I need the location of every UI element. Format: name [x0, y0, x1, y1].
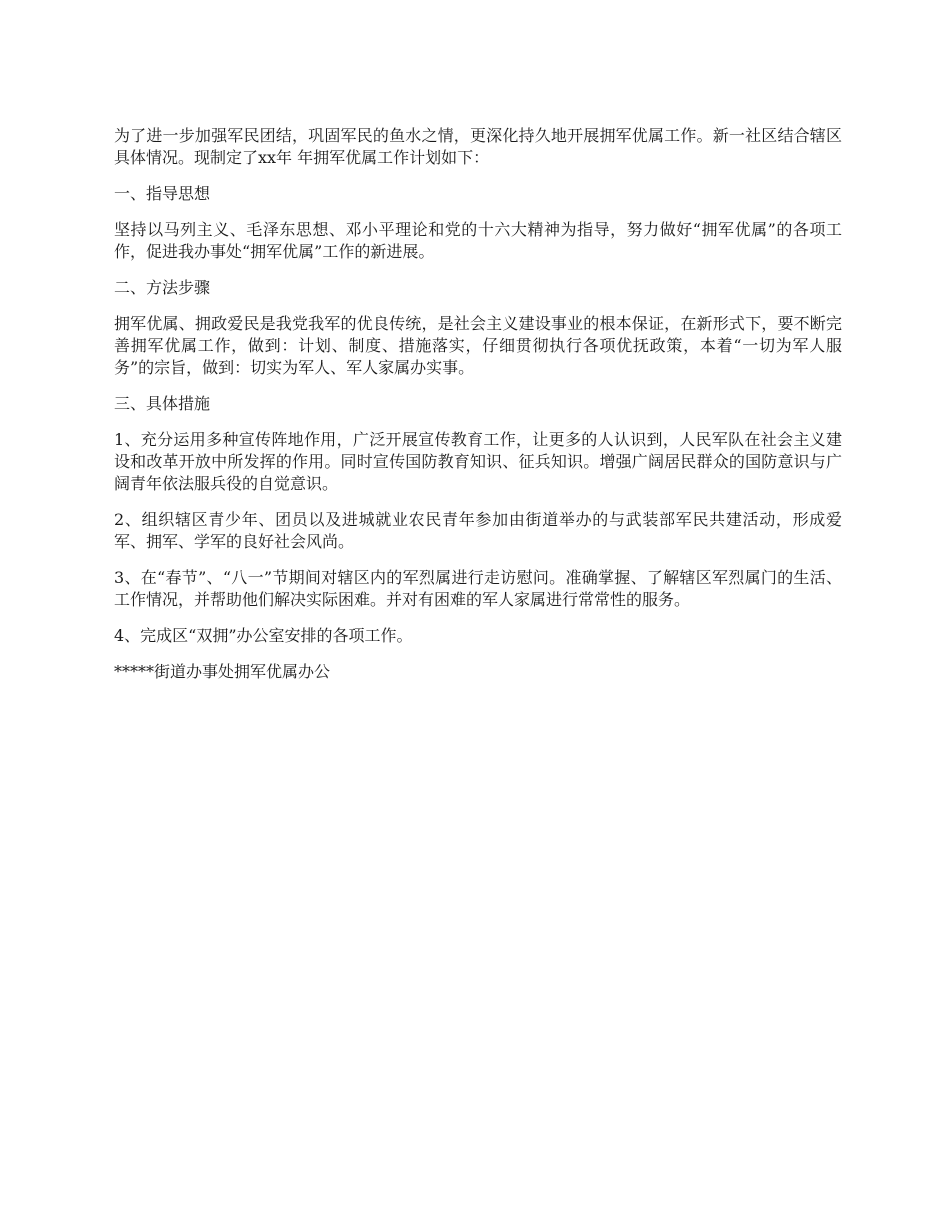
- measure-item-3: 3、在“春节”、“八一”节期间对辖区内的军烈属进行走访慰问。准确掌握、了解辖区军烈属门的生活、工作情况，并帮助他们解决实际困难。并对有困难的军人家属进行常常性的服务。: [114, 568, 842, 609]
- methods-steps-paragraph: 拥军优属、拥政爱民是我党我军的优良传统，是社会主义建设事业的根本保证，在新形式下，要不断完善拥军优属工作，做到：计划、制度、措施落实，仔细贯彻执行各项优抚政策，本着“一切为军人服务”的宗旨，做到：切实为军人、军人家属办实事。: [114, 314, 842, 377]
- signature-line: *****街道办事处拥军优属办公: [114, 662, 331, 681]
- intro-paragraph: 为了进一步加强军民团结，巩固军民的鱼水之情，更深化持久地开展拥军优属工作。新一社区结合辖区具体情况。现制定了xx年 年拥军优属工作计划如下：: [114, 126, 842, 167]
- measure-item-2: 2、组织辖区青少年、团员以及进城就业农民青年参加由街道举办的与武装部军民共建活动，形成爱军、拥军、学军的良好社会风尚。: [114, 510, 842, 551]
- document-page: [114, 125, 842, 683]
- section-heading-methods-steps: 二、方法步骤: [114, 278, 211, 297]
- guiding-ideology-paragraph: 坚持以马列主义、毛泽东思想、邓小平理论和党的十六大精神为指导，努力做好“拥军优属”的各项工作，促进我办事处“拥军优属”工作的新进展。: [114, 220, 842, 261]
- section-heading-guiding-ideology: 一、指导思想: [114, 184, 211, 203]
- measure-item-1: 1、充分运用多种宣传阵地作用，广泛开展宣传教育工作，让更多的人认识到，人民军队在社会主义建设和改革开放中所发挥的作用。同时宣传国防教育知识、征兵知识。增强广阔居民群众的国防意识与广阔青年依法服兵役的自觉意识。: [114, 430, 842, 493]
- measure-item-4: 4、完成区“双拥”办公室安排的各项工作。: [114, 626, 413, 645]
- section-heading-specific-measures: 三、具体措施: [114, 394, 211, 413]
